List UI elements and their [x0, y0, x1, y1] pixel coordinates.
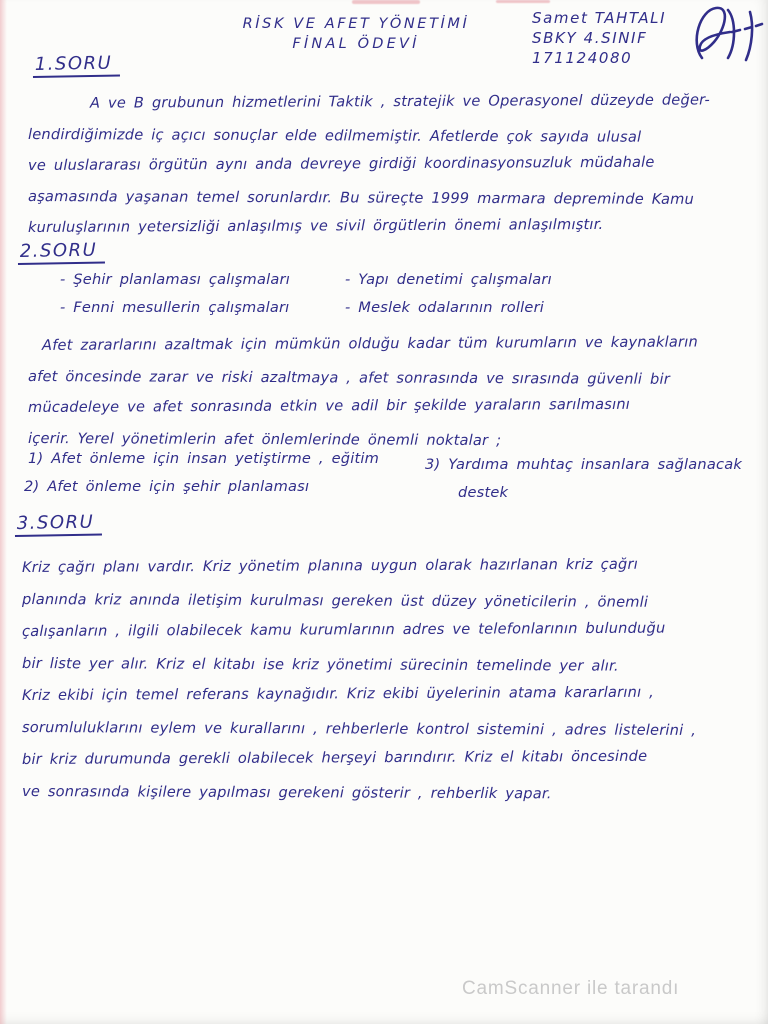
dash-list-row — [18, 271, 758, 299]
dash-item: - Meslek odalarının rolleri — [345, 299, 545, 316]
numbered-item-3: 3) Yardıma muhtaç insanlara sağlanacak — [425, 456, 742, 473]
document-header — [225, 16, 487, 52]
paragraph-line: bir liste yer alır. Kriz el kitabı ise kriz yönetimi sürecinin temelinde yer alır. — [21, 655, 619, 675]
paragraph-line: içerir. Yerel yönetimlerin afet önlemlerinde önemli noktalar ; — [27, 430, 502, 450]
paragraph-line: aşamasında yaşanan temel sorunlardır. Bu süreçte 1999 marmara depreminde Kamu — [27, 188, 695, 208]
question-3-paragraph — [22, 552, 754, 808]
dash-item: - Fenni mesullerin çalışmaları — [60, 299, 290, 316]
numbered-item-1: 1) Afet önleme için insan yetiştirme , eğitim — [28, 450, 380, 467]
paragraph-line: Kriz ekibi için temel referans kaynağıdır. Kriz ekibi üyelerinin atama kararlarını , — [21, 683, 655, 704]
question-2-paragraph — [28, 330, 760, 454]
paragraph-line: Afet zararlarını azaltmak için mümkün olduğu kadar tüm kurumların ve kaynakların — [41, 333, 698, 354]
question-1-paragraph — [28, 88, 760, 243]
student-class: SBKY 4.SINIF — [532, 29, 648, 47]
paragraph-line: Kriz çağrı planı vardır. Kriz yönetim planına uygun olarak hazırlanan kriz çağrı — [21, 555, 639, 576]
section-2-heading: 2.SORU — [18, 239, 106, 265]
course-title: RİSK VE AFET YÖNETİMİ — [242, 16, 470, 32]
paragraph-line: mücadeleye ve afet sonrasında etkin ve adil bir şekilde yaraların sarılmasını — [27, 395, 631, 416]
dash-list-row — [18, 299, 758, 327]
scan-edge-pink-strip — [0, 0, 7, 1024]
paragraph-line: afet öncesinde zarar ve riski azaltmaya , afet sonrasında ve sırasında güvenli bir — [27, 368, 670, 388]
student-number: 171124080 — [532, 49, 633, 67]
paragraph-line: sorumluluklarını eylem ve kurallarını , rehberlerle kontrol sistemini , adres listelerini , — [21, 719, 697, 739]
camscanner-watermark: CamScanner ile tarandı — [462, 978, 680, 999]
section-1-heading: 1.SORU — [33, 52, 121, 78]
numbered-item-3-continued: destek — [458, 484, 509, 501]
paragraph-line: çalışanların , ilgili olabilecek kamu kurumlarının adres ve telefonlarının bulunduğu — [21, 619, 666, 640]
paragraph-line: planında kriz anında iletişim kurulması gereken üst düzey yöneticilerin , önemli — [21, 591, 649, 611]
paragraph-line: lendirdiğimizde iç açıcı sonuçlar elde edilmemiştir. Afetlerde çok sayıda ulusal — [27, 126, 642, 146]
paragraph-line: ve sonrasında kişilere yapılması gerekeni gösterir , rehberlik yapar. — [21, 783, 552, 803]
dash-item: - Şehir planlaması çalışmaları — [60, 271, 290, 288]
scan-top-smudge — [496, 0, 550, 3]
paragraph-line: A ve B grubunun hizmetlerini Taktik , stratejik ve Operasyonel düzeyde değer- — [89, 91, 711, 112]
dash-item: - Yapı denetimi çalışmaları — [345, 271, 552, 288]
paragraph-line: ve uluslararası örgütün aynı anda devreye girdiği koordinasyonsuzluk müdahale — [27, 153, 655, 174]
student-info-block — [532, 8, 666, 68]
student-name: Samet TAHTALI — [532, 9, 667, 27]
numbered-item-2: 2) Afet önleme için şehir planlaması — [24, 478, 310, 495]
section-3-heading: 3.SORU — [15, 511, 103, 537]
signature-icon — [686, 2, 764, 70]
scan-top-smudge — [352, 0, 420, 4]
paragraph-line: kuruluşlarının yetersizliği anlaşılmış ve sivil örgütlerin önemi anlaşılmıştır. — [27, 215, 604, 236]
assignment-title: FİNAL ÖDEVİ — [292, 36, 420, 52]
paragraph-line: bir kriz durumunda gerekli olabilecek herşeyi barındırır. Kriz el kitabı öncesinde — [21, 747, 648, 768]
